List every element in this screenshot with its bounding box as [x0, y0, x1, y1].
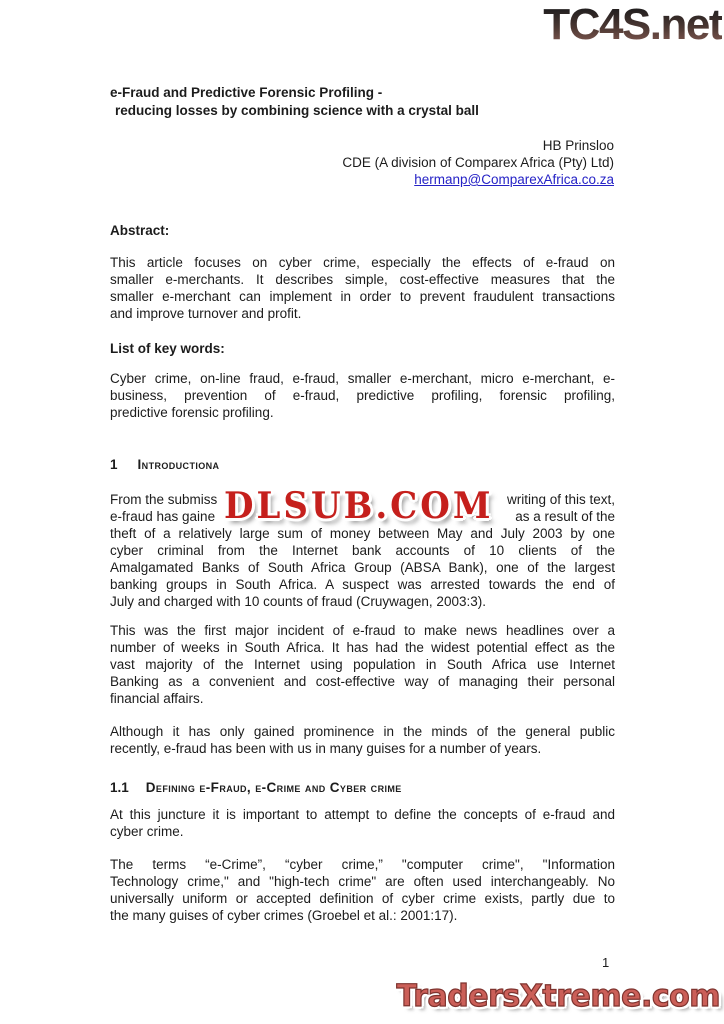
section-1-1-title: Defining e-Fraud, e-Crime and Cyber crime — [145, 780, 402, 795]
line-fragment-left: e-fraud has gaine — [110, 509, 216, 524]
paragraph-line: The terms “e-Crime”, “cyber crime,” "computer crime", "Information — [110, 857, 615, 872]
paragraph-line: Banking as a convenient and cost-effective way of managing their personal — [110, 674, 615, 689]
paragraph-line: universally uniform or accepted definition of cyber crime exists, partly due to — [110, 891, 615, 906]
article-title — [110, 84, 622, 119]
paragraph-line: vast majority of the Internet using population in South Africa use Internet — [110, 657, 615, 672]
paragraph-line: This was the first major incident of e-fraud to make news headlines over a — [110, 623, 615, 638]
author-block — [342, 137, 614, 188]
paragraph-line: cyber crime. — [110, 824, 184, 839]
definition-paragraph-1 — [110, 806, 615, 840]
section-1-number: 1 — [110, 457, 118, 472]
paragraph-line: Technology crime," and "high-tech crime" are often used interchangeably. No — [110, 874, 615, 889]
paragraph-line: financial affairs. — [110, 691, 204, 706]
watermark-bottom-logo: TradersXtreme.com — [396, 979, 720, 1014]
section-1-heading — [110, 456, 219, 473]
paragraph-line: recently, e-fraud has been with us in many guises for a number of years. — [110, 741, 542, 756]
paragraph-line: predictive forensic profiling. — [110, 405, 274, 420]
paragraph-line: theft of a relatively large sum of money between May and July 2003 by one — [110, 526, 615, 541]
paragraph-line: At this juncture it is important to attempt to define the concepts of e-fraud and — [110, 807, 615, 822]
keywords-heading: List of key words: — [110, 341, 225, 356]
line-fragment-right: as a result of the — [515, 509, 615, 524]
paragraph-line: smaller e-merchant can implement in order to prevent fraudulent transactions — [110, 289, 615, 304]
definition-paragraph-2 — [110, 856, 615, 924]
keywords-paragraph — [110, 370, 615, 421]
author-affiliation: CDE (A division of Comparex Africa (Pty) Ltd) — [342, 155, 614, 170]
watermark-middle-logo: DLSUB.COM — [224, 485, 494, 528]
paragraph-line: This article focuses on cyber crime, especially the effects of e-fraud on — [110, 255, 615, 270]
paragraph-line: smaller e-merchants. It describes simple, cost-effective measures that the — [110, 272, 615, 287]
paragraph-line: Amalgamated Banks of South Africa Group (ABSA Bank), one of the largest — [110, 560, 615, 575]
line-fragment-right: writing of this text, — [506, 492, 615, 507]
paragraph-line: Cyber crime, on-line fraud, e-fraud, smaller e-merchant, micro e-merchant, e- — [110, 371, 615, 386]
abstract-paragraph — [110, 254, 615, 322]
paragraph-line: Although it has only gained prominence in the minds of the general public — [110, 724, 615, 739]
article-title-line1: e-Fraud and Predictive Forensic Profiling - — [110, 85, 383, 100]
paragraph-line: number of weeks in South Africa. It has had the widest potential effect as the — [110, 640, 615, 655]
abstract-heading: Abstract: — [110, 223, 170, 238]
author-name: HB Prinsloo — [542, 138, 614, 153]
section-1-title: Introductiona — [137, 457, 220, 472]
line-fragment-left: From the submiss — [110, 492, 218, 507]
paragraph-line: banking groups in South Africa. A suspect was arrested towards the end of — [110, 577, 615, 592]
paragraph-line: and improve turnover and profit. — [110, 306, 302, 321]
paragraph-line: July and charged with 10 counts of fraud (Cruywagen, 2003:3). — [110, 594, 486, 609]
intro-paragraph-3 — [110, 723, 615, 757]
article-title-line2: reducing losses by combining science with a crystal ball — [115, 102, 479, 118]
page-number: 1 — [602, 955, 610, 970]
paragraph-line: business, prevention of e-fraud, predictive profiling, forensic profiling, — [110, 388, 615, 403]
paragraph-line: the many guises of cyber crimes (Groebel et al.: 2001:17). — [110, 908, 458, 923]
watermark-top-logo: TC4S.net — [543, 0, 722, 49]
intro-paragraph-2 — [110, 622, 615, 707]
author-email-link[interactable]: hermanp@ComparexAfrica.co.za — [414, 172, 614, 187]
section-1-1-heading — [110, 779, 402, 796]
paragraph-line: cyber criminal from the Internet bank accounts of 10 clients of the — [110, 543, 615, 558]
section-1-1-number: 1.1 — [110, 780, 129, 795]
